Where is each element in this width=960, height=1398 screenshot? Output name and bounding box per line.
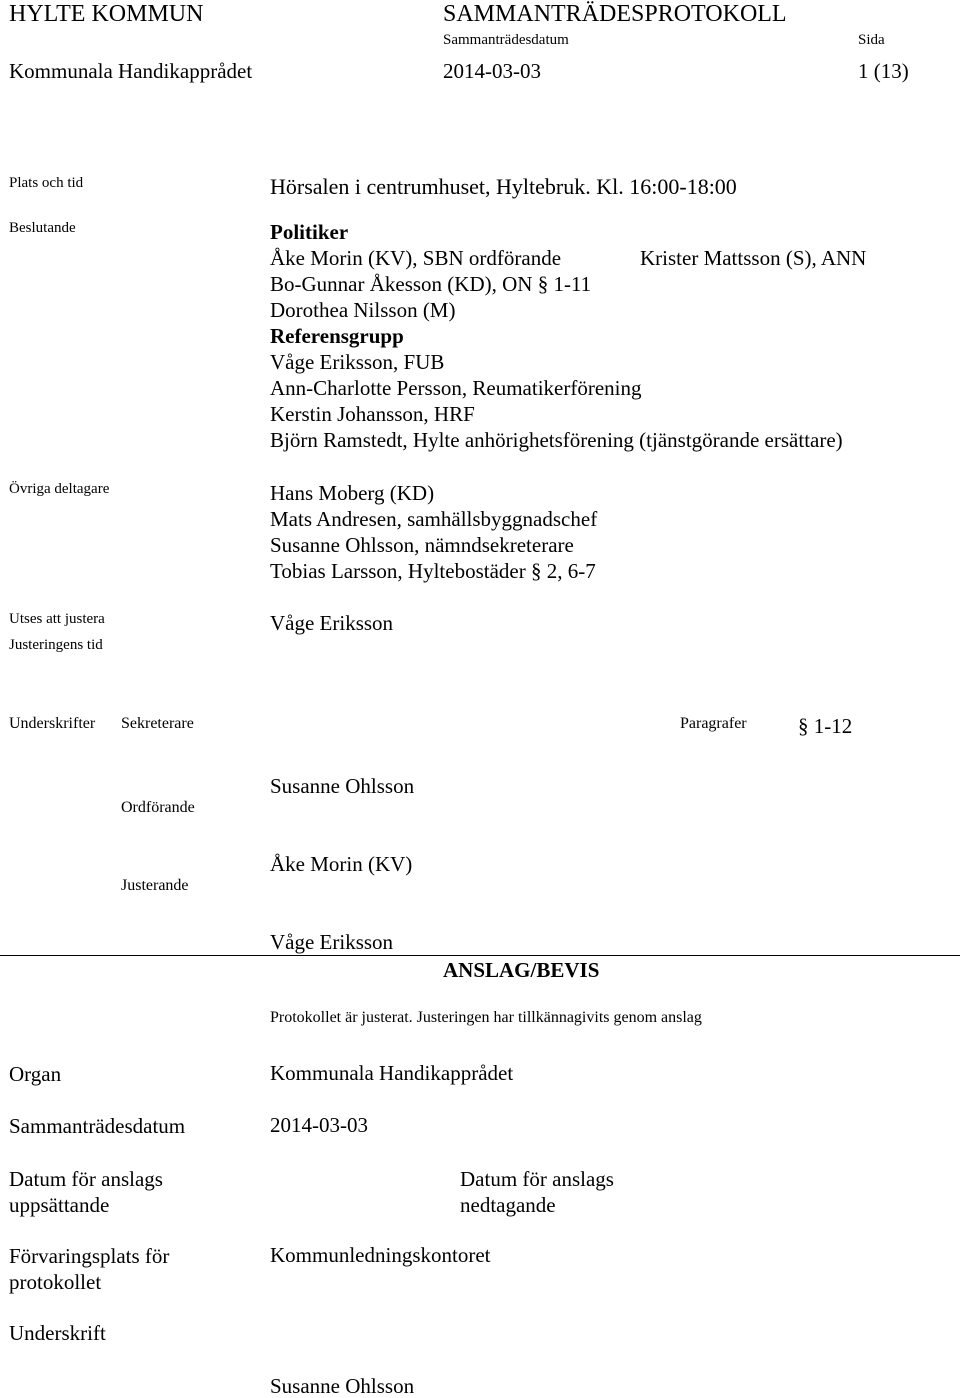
document-title: SAMMANTRÄDESPROTOKOLL [443,1,787,27]
paragraphs-label: Paragrafer [680,715,747,732]
participant-item: Mats Andresen, samhällsbyggnadschef [270,507,598,531]
storage-label-line: protokollet [9,1270,102,1294]
page-number: 1 (13) [858,59,909,83]
signature-label: Underskrift [9,1321,106,1345]
section-divider [0,955,960,956]
storage-value: Kommunledningskontoret [270,1243,491,1267]
referensgrupp-item: Kerstin Johansson, HRF [270,402,475,426]
date-label: Sammanträdesdatum [9,1114,186,1138]
adjust-label: Utses att justera [9,611,105,627]
secretary-name: Susanne Ohlsson [270,774,415,798]
removed-date-label-line: nedtagande [460,1193,556,1217]
removed-date-label [460,1166,614,1218]
meeting-date: 2014-03-03 [443,59,541,83]
organ-value: Kommunala Handikapprådet [270,1061,514,1085]
politiker-heading: Politiker [270,220,349,244]
others-label: Övriga deltagare [9,481,110,497]
organ-name: Kommunala Handikapprådet [9,59,253,83]
politiker-item: Bo-Gunnar Åkesson (KD), ON § 1-11 [270,272,592,296]
adjuster-label: Justerande [121,877,189,894]
posted-date-label-line: Datum för anslags [9,1167,163,1191]
adjuster-signature-name: Våge Eriksson [270,930,394,954]
secretary-label: Sekreterare [121,715,194,732]
posted-date-label-line: uppsättande [9,1193,110,1217]
politiker-right: Krister Mattsson (S), ANN [640,246,867,270]
participant-item: Susanne Ohlsson, nämndsekreterare [270,533,574,557]
place-time-value: Hörsalen i centrumhuset, Hyltebruk. Kl. 16:00-18:00 [270,174,737,199]
participant-item: Hans Moberg (KD) [270,481,435,505]
participant-item: Tobias Larsson, Hyltebostäder § 2, 6-7 [270,559,596,583]
organ-label: Organ [9,1062,62,1086]
referensgrupp-heading: Referensgrupp [270,324,404,348]
place-time-label: Plats och tid [9,175,84,191]
date-value: 2014-03-03 [270,1113,368,1137]
chair-label: Ordförande [121,799,195,816]
politiker-item: Åke Morin (KV), SBN ordförande [270,246,562,270]
signatures-label: Underskrifter [9,715,96,732]
referensgrupp-item: Våge Eriksson, FUB [270,350,445,374]
deciding-label: Beslutande [9,220,76,236]
politiker-item: Dorothea Nilsson (M) [270,298,456,322]
others-list [270,480,597,584]
adjust-time-label: Justeringens tid [9,637,103,653]
removed-date-label-line: Datum för anslags [460,1167,614,1191]
municipality-name: HYLTE KOMMUN [9,1,204,27]
signature-name: Susanne Ohlsson [270,1374,415,1398]
page-caption: Sida [858,32,885,48]
adjuster-name: Våge Eriksson [270,611,394,635]
anslag-heading: ANSLAG/BEVIS [443,958,600,982]
referensgrupp-item: Björn Ramstedt, Hylte anhörighetsförening (tjänstgörande ersättare) [270,428,843,452]
date-caption: Sammanträdesdatum [443,32,569,48]
storage-label [9,1243,169,1295]
referensgrupp-item: Ann-Charlotte Persson, Reumatikerförening [270,376,642,400]
anslag-note: Protokollet är justerat. Justeringen har tillkännagivits genom anslag [270,1009,702,1026]
chair-name: Åke Morin (KV) [270,852,413,876]
posted-date-label [9,1166,163,1218]
storage-label-line: Förvaringsplats för [9,1244,170,1268]
paragraphs-value: § 1-12 [798,714,853,738]
